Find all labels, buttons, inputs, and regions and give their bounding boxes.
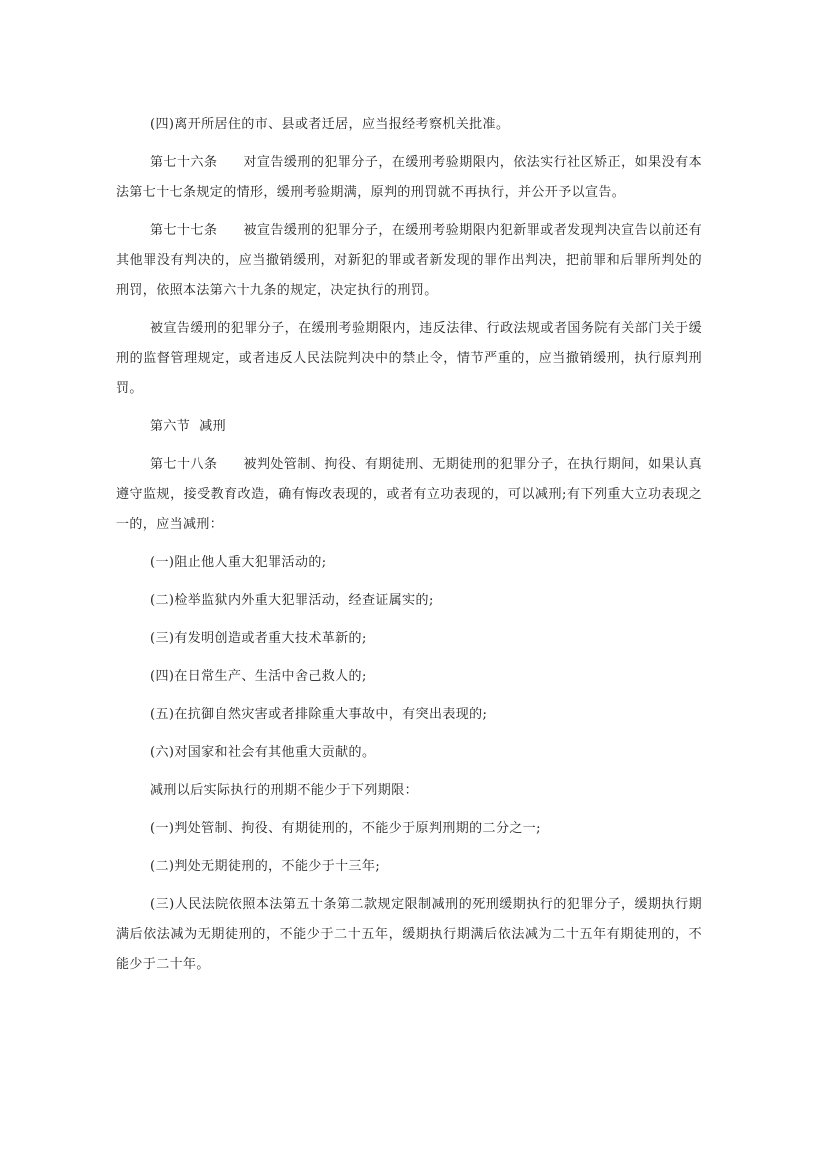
article-77-clause-2 [116, 314, 702, 404]
paragraph-text: (四)在日常生产、生活中舍己救人的; [150, 669, 367, 684]
paragraph-text: (二)检举监狱内外重大犯罪活动，经查证属实的; [150, 593, 434, 608]
paragraph-text: (一)阻止他人重大犯罪活动的; [150, 555, 327, 570]
article-78-paragraph [116, 450, 702, 540]
list-item [116, 700, 702, 730]
article-number: 第七十七条 [150, 223, 218, 238]
list-item [116, 890, 702, 980]
paragraph-text: (一)判处管制、拘役、有期徒刑的，不能少于原判刑期的二分之一; [150, 821, 541, 836]
paragraph-text: (三)有发明创造或者重大技术革新的; [150, 631, 367, 646]
paragraph [116, 776, 702, 806]
paragraph-text: 被宣告缓刑的犯罪分子，在缓刑考验期限内，违反法律、行政法规或者国务院有关部门关于缓刑的监督管理规定，或者违反人民法院判决中的禁止令，情节严重的，应当撤销缓刑，执行原判刑罚。 [116, 321, 702, 396]
list-item [116, 738, 702, 768]
paragraph-text: (三)人民法院依照本法第五十条第二款规定限制减刑的死刑缓期执行的犯罪分子，缓期执行期满后依法减为无期徒刑的，不能少于二十五年，缓期执行期满后依法减为二十五年有期徒刑的，不能少于二十年。 [116, 897, 702, 972]
article-number: 第七十八条 [150, 457, 218, 472]
paragraph-text: (五)在抗御自然灾害或者排除重大事故中，有突出表现的; [150, 707, 488, 722]
paragraph-text: (六)对国家和社会有其他重大贡献的。 [150, 745, 376, 760]
list-item [116, 852, 702, 882]
list-item [116, 624, 702, 654]
paragraph-item-4-departure [116, 110, 702, 140]
paragraph-text: 对宣告缓刑的犯罪分子，在缓刑考验期限内，依法实行社区矫正，如果没有本法第七十七条规定的情形，缓刑考验期满，原判的刑罚就不再执行，并公开予以宣告。 [116, 155, 702, 200]
paragraph-text: 被判处管制、拘役、有期徒刑、无期徒刑的犯罪分子，在执行期间，如果认真遵守监规，接受教育改造，确有悔改表现的，或者有立功表现的，可以减刑;有下列重大立功表现之一的，应当减刑： [116, 457, 702, 532]
list-item [116, 548, 702, 578]
section-title: 第六节 减刑 [150, 419, 227, 434]
document-body [116, 110, 702, 988]
list-item [116, 586, 702, 616]
paragraph-text: 被宣告缓刑的犯罪分子，在缓刑考验期限内犯新罪或者发现判决宣告以前还有其他罪没有判决的，应当撤销缓刑，对新犯的罪或者新发现的罪作出判决，把前罪和后罪所判处的刑罚，依照本法第六十九条的规定，决定执行的刑罚。 [116, 223, 702, 298]
paragraph-text: (二)判处无期徒刑的，不能少于十三年; [150, 859, 381, 874]
paragraph-text: 减刑以后实际执行的刑期不能少于下列期限： [150, 783, 419, 798]
section-heading [116, 412, 702, 442]
article-77-paragraph [116, 216, 702, 306]
list-item [116, 662, 702, 692]
article-number: 第七十六条 [150, 155, 218, 170]
paragraph-text: (四)离开所居住的市、县或者迁居，应当报经考察机关批准。 [150, 117, 510, 132]
list-item [116, 814, 702, 844]
article-76-paragraph [116, 148, 702, 208]
